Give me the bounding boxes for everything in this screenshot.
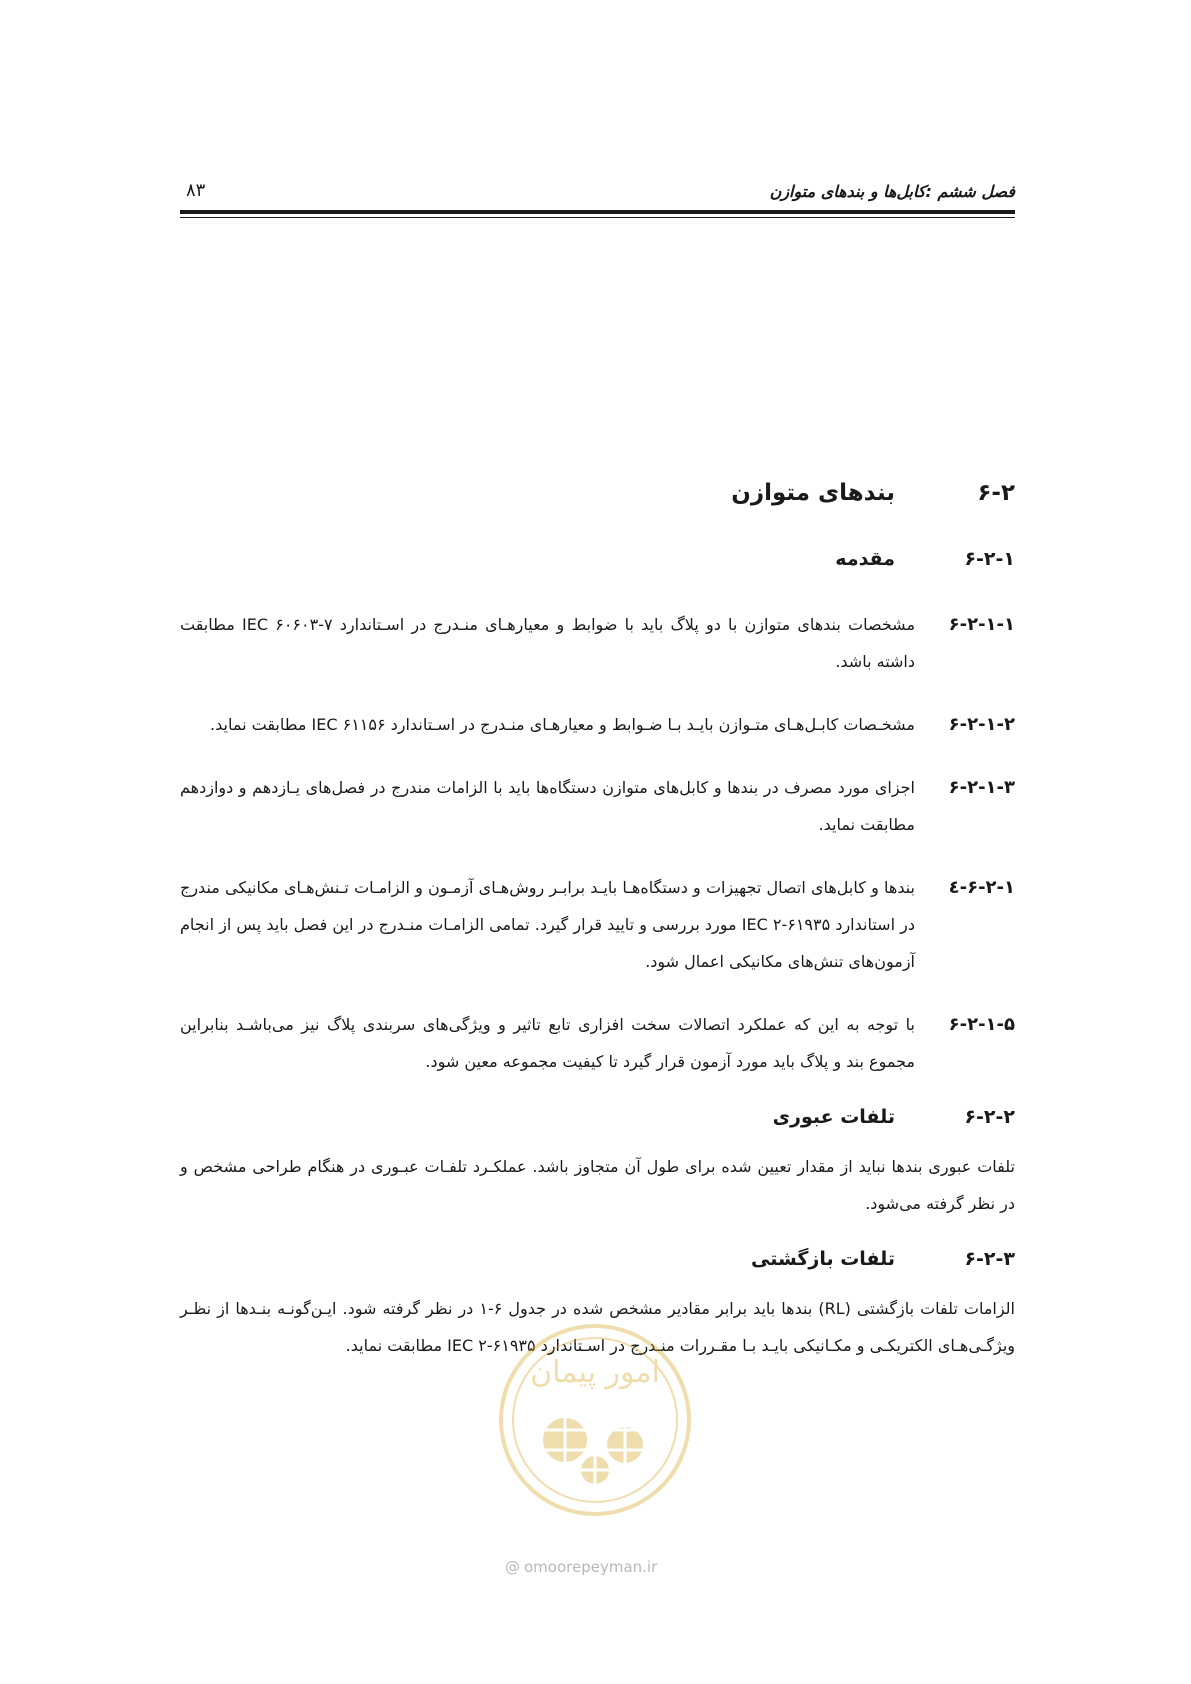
clause xyxy=(180,606,1015,680)
page-header xyxy=(180,176,1015,206)
watermark-url xyxy=(505,1558,657,1576)
clause-text: مشخصات بندهای متوازن با دو پلاگ باید با ضوابط و معیارهـای منـدرج در اسـتاندارد ۷-۶۰۶۰۳ IEC مطابقت داشته باشد. xyxy=(180,615,916,671)
subsection-number: ۶-۲-۲ xyxy=(964,1106,1015,1128)
clause-number: ۶-۲-۱-۱ xyxy=(948,614,1015,635)
clause xyxy=(180,1006,1015,1080)
watermark-url-text: omoorepeyman.ir xyxy=(524,1558,658,1576)
at-icon: @ xyxy=(505,1558,520,1576)
clause xyxy=(180,769,1015,843)
header-rule-thin xyxy=(180,217,1015,218)
clause-number: ۶-۲-۱-۵ xyxy=(948,1014,1015,1035)
clause xyxy=(180,869,1015,980)
document-body xyxy=(180,480,1015,1390)
subsection-title: تلفات بازگشتی xyxy=(751,1248,895,1270)
clause xyxy=(180,706,1015,743)
section-title: بندهای متوازن xyxy=(731,480,895,506)
subsection-heading-return-loss xyxy=(180,1248,1015,1270)
clause-number: ۶-۲-۱-٤ xyxy=(948,877,1015,898)
clause-text: بندها و کابل‌های اتصال تجهیزات و دستگاه‌هـا بایـد برابـر روش‌هـای آزمـون و الزامـات تـنش‌هـای مکانیکی مندرج در استاندارد ۶۱۹۳۵-۲ IEC مورد بررسی و تایید قرار گیرد. تمامی الزامـات منـدرج در این فصل باید پس از انجام آزمون‌های تنش‌های مکانیکی اعمال شود. xyxy=(180,878,915,971)
header-rule xyxy=(180,210,1015,214)
subsection-number: ۶-۲-۱ xyxy=(964,548,1015,570)
running-title: فصل ششم :کابل‌ها و بندهای متوازن xyxy=(769,182,1015,201)
clause-text: مشخـصات کابـل‌هـای متـوازن بایـد بـا ضـوابط و معیارهـای منـدرج در اسـتاندارد ۶۱۱۵۶ IEC مطابقت نماید. xyxy=(210,715,915,734)
clause-number: ۶-۲-۱-۲ xyxy=(948,714,1015,735)
section-number: ۶-۲ xyxy=(977,480,1015,506)
watermark-logo-text: امور پیمان xyxy=(530,1355,660,1390)
paragraph-insertion-loss: تلفات عبوری بندها نباید از مقدار تعیین شده برای طول آن متجاوز باشد. عملکـرد تلفـات عبـوری در هنگام طراحی مشخص و در نظر گرفته می‌شود. xyxy=(180,1157,1015,1213)
subsection-heading-intro xyxy=(180,548,1015,570)
clause-text: اجزای مورد مصرف در بندها و کابل‌های متوازن دستگاه‌ها باید با الزامات مندرج در فصل‌های یـازدهم و دوازدهم مطابقت نماید. xyxy=(180,778,915,834)
clause-text: با توجه به این که عملکرد اتصالات سخت افزاری تابع تاثیر و ویژگی‌های سربندی پلاگ نیز می‌باشـد بنابراین مجموع بند و پلاگ باید مورد آزمون قرار گیرد تا کیفیت مجموعه معین شود. xyxy=(180,1015,915,1071)
clause-number: ۶-۲-۱-۳ xyxy=(948,777,1015,798)
subsection-title: مقدمه xyxy=(835,548,895,570)
subsection-heading-insertion-loss xyxy=(180,1106,1015,1128)
subsection-number: ۶-۲-۳ xyxy=(964,1248,1015,1270)
page-number: ۸۳ xyxy=(186,180,206,201)
paragraph-return-loss: الزامات تلفات بازگشتی (RL) بندها باید برابر مقادیر مشخص شده در جدول ۶-۱ در نظر گرفته شود. ایـن‌گونـه بنـدها از نظـر ویژگـی‌هـای الکتریکـی و مکـانیکی بایـد بـا مقـررات منـدرج در اسـتاندارد ۶۱۹۳۵-۲ IEC مطابقت نماید. xyxy=(180,1299,1016,1355)
subsection-title: تلفات عبوری xyxy=(772,1106,895,1128)
section-heading xyxy=(180,480,1015,506)
watermark-logo xyxy=(495,1320,695,1520)
